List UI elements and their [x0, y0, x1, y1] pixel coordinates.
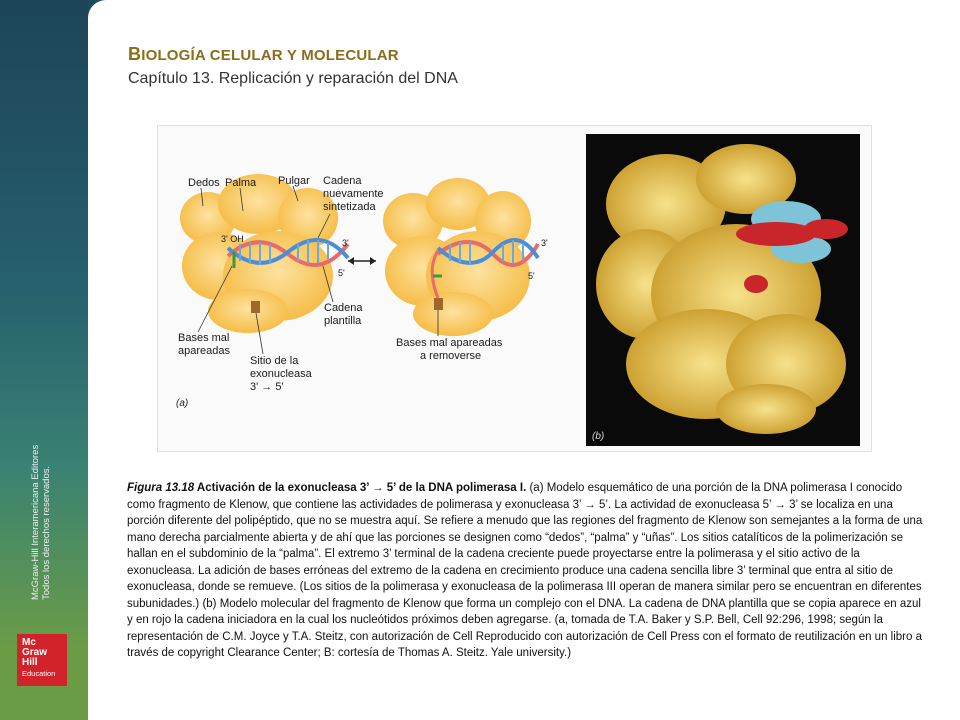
label-pulgar: Pulgar [278, 175, 310, 187]
figure-caption [127, 480, 927, 662]
label-bases-mal-1: Bases mal [178, 332, 230, 344]
label-palma: Palma [225, 177, 257, 189]
polymerase-shape-right [383, 178, 531, 336]
figure-13-18 [157, 125, 872, 452]
klenow-molecular-model [586, 134, 860, 446]
label-panel-b: (b) [592, 431, 605, 442]
label-3prime-left: 3' [342, 238, 349, 248]
figure-panel-b [586, 134, 860, 446]
label-cadena-nueva-2: nuevamente [323, 188, 384, 200]
logo-text-3: Hill [22, 657, 38, 668]
label-sitio-2: exonucleasa [250, 368, 312, 380]
chapter-subtitle: Capítulo 13. Replicación y reparación del DNA [128, 70, 458, 87]
label-panel-a: (a) [176, 398, 189, 409]
logo-text-2: Graw [22, 647, 48, 658]
book-title [128, 44, 399, 65]
label-3prime-right: 3' [541, 238, 548, 248]
logo-text-4: Education [22, 669, 56, 678]
sidebar [0, 0, 88, 720]
label-bases-remover-2: a removerse [420, 350, 482, 362]
title-initial: B [128, 44, 142, 64]
label-3-oh: 3' OH [221, 234, 244, 244]
label-5prime-left: 5' [338, 268, 345, 278]
logo-text-1: Mc [22, 637, 36, 648]
publisher-line-2: Todos los derechos reservados. [41, 465, 52, 600]
publisher-line-1: McGraw-Hill Interamericana Editores [30, 444, 41, 600]
label-cadena-plantilla-2: plantilla [324, 315, 362, 327]
caption-title: Activación de la exonucleasa 3’ → 5’ de la DNA polimerasa I. [194, 482, 527, 494]
label-5prime-right: 5' [528, 271, 535, 281]
caption-lead: Figura 13.18 [127, 482, 195, 494]
label-sitio-1: Sitio de la [250, 355, 299, 367]
label-cadena-plantilla-1: Cadena [324, 302, 363, 314]
title-rest: IOLOGÍA CELULAR Y MOLECULAR [141, 47, 399, 64]
label-bases-remover-1: Bases mal apareadas [396, 337, 503, 349]
mcgraw-hill-logo [17, 634, 67, 686]
label-cadena-nueva-3: sintetizada [323, 201, 376, 213]
label-cadena-nueva-1: Cadena [323, 175, 362, 187]
label-bases-mal-2: apareadas [178, 345, 230, 357]
label-sitio-3: 3' → 5' [250, 381, 284, 393]
label-dedos: Dedos [188, 177, 220, 189]
double-arrow-icon [348, 257, 376, 265]
publisher-notice [30, 445, 52, 600]
figure-panel-a [158, 126, 578, 451]
caption-body: (a) Modelo esquemático de una porción de la DNA polimerasa I conocido como fragmento de Klenow, que contiene las actividades de polimerasa y exonucleasa 3’ → 5’. La actividad de exonucleasa 5’ → 3’ se localiza en una porción diferente del polipéptido, que no se muestra aquí. Se refiere a menudo que las regiones del fragmento de Klenow son semejantes a la forma de una mano derecha parcialmente abierta y de ahí que las porciones se designen como “dedos”, “palma” y “uñas”. Los sitios catalíticos de la polimerización se hallan en el subdominio de la “palma”. El extremo 3’ terminal de la cadena creciente puede proyectarse entre la polimerasa y el sitio activo de la exonucleasa. La adición de bases erróneas del extremo de la cadena en crecimiento produce una cadena sencilla libre 3’ terminal que entra al sitio de exonucleasa, donde se remueve. (Los sitios de la polimerasa y exonucleasa de la polimerasa III operan de manera similar pero se encuentran en diferentes subunidades.) (b) Modelo molecular del fragmento de Klenow que forma un complejo con el DNA. La cadena de DNA plantilla que se copia aparece en azul y en rojo la cadena iniciadora en la cual los nucleótidos próximos deben agregarse. (a, tomada de T.A. Baker y S.P. Bell, Cell 92:296, 1998; según la representación de C.M. Joyce y T.A. Steitz, con autorización de Cell Reproducido con autorización de Cell Press con el formato de reutilización en un libro a través de copyright Clearance Center; B: cortesía de Thomas A. Steitz. Yale university.) [127, 482, 923, 659]
